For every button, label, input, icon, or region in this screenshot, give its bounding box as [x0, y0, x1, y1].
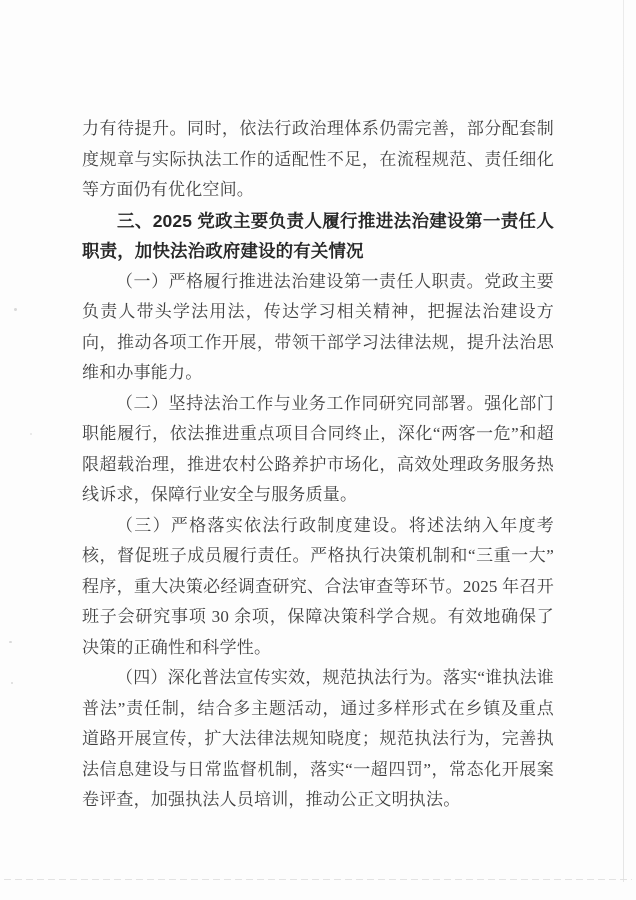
document-body: [82, 114, 554, 816]
paragraph-item-1: （一）严格履行推进法治建设第一责任人职责。党政主要负责人带头学法用法，传达学习相关精神，把握法治建设方向，推动各项工作开展，带领干部学习法律法规，提升法治思维和办事能力。: [82, 271, 554, 382]
scan-speck: [30, 433, 32, 435]
scan-bottom-line: [4, 879, 632, 880]
scan-edge-line: [623, 0, 624, 882]
scan-speck: [9, 641, 12, 643]
paragraph-item-3: （三）严格落实依法行政制度建设。将述法纳入年度考核，督促班子成员履行责任。严格执行决策机制和“三重一大”程序，重大决策必经调查研究、合法审查等环节。2025 年召开班子会研究事项 30 余项，保障决策科学合规。有效地确保了决策的正确性和科学性。: [82, 515, 554, 657]
paragraph-continuation: 力有待提升。同时，依法行政治理体系仍需完善，部分配套制度规章与实际执法工作的适配性不足，在流程规范、责任细化等方面仍有优化空间。: [82, 119, 554, 199]
paragraph-item-4: （四）深化普法宣传实效，规范执法行为。落实“谁执法谁普法”责任制，结合多主题活动，通过多样形式在乡镇及重点道路开展宣传，扩大法律法规知晓度；规范执法行为，完善执法信息建设与日常监督机制，落实“一超四罚”，常态化开展案卷评查，加强执法人员培训，推动公正文明执法。: [82, 668, 554, 809]
scan-speck: [14, 308, 17, 311]
paragraph-item-2: （二）坚持法治工作与业务工作同研究同部署。强化部门职能履行，依法推进重点项目合同终止，深化“两客一危”和超限超载治理，推进农村公路养护市场化，高效处理政务服务热线诉求，保障行业安全与服务质量。: [82, 393, 554, 504]
section-heading: 三、2025 党政主要负责人履行推进法治建设第一责任人职责，加快法治政府建设的有关情况: [82, 210, 554, 261]
scan-speck: [11, 682, 13, 684]
